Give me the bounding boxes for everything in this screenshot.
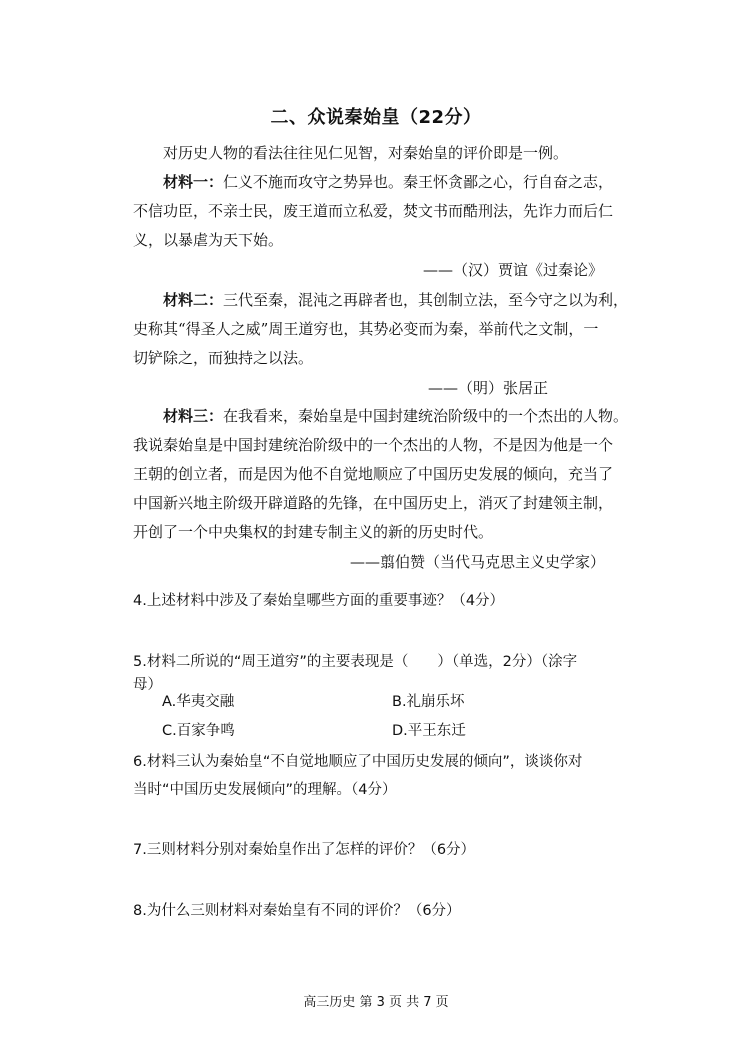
material3-line1: 材料三：在我看来，秦始皇是中国封建统治阶级中的一个杰出的人物。 bbox=[163, 407, 629, 425]
material1-source: ——（汉）贾谊《过秦论》 bbox=[423, 261, 604, 279]
material2-line2: 史称其“得圣人之威”周王道穷也，其势必变而为秦，举前代之文制，一 bbox=[133, 320, 599, 338]
option-b: B.礼崩乐坏 bbox=[392, 694, 465, 710]
question-6-line1: 6.材料三认为秦始皇“不自觉地顺应了中国历史发展的倾向”，谈谈你对 bbox=[133, 754, 583, 770]
option-c: C.百家争鸣 bbox=[162, 723, 235, 739]
material1-label: 材料一： bbox=[163, 173, 224, 191]
section-title: 二、众说秦始皇（22分） bbox=[270, 107, 482, 128]
question-5-line2: 母） bbox=[133, 677, 162, 693]
question-8: 8.为什么三则材料对秦始皇有不同的评价？（6分） bbox=[133, 903, 461, 919]
question-5-line1: 5.材料二所说的“周王道穷”的主要表现是（ ）（单选，2分）（涂字 bbox=[133, 654, 578, 670]
material3-line4: 中国新兴地主阶级开辟道路的先锋，在中国历史上，消灭了封建领主制， bbox=[133, 494, 614, 512]
question-7: 7.三则材料分别对秦始皇作出了怎样的评价？（6分） bbox=[133, 842, 476, 858]
material3-line5: 开创了一个中央集权的封建专制主义的新的历史时代。 bbox=[133, 523, 494, 541]
question-6-line2: 当时“中国历史发展倾向”的理解。（4分） bbox=[133, 782, 397, 798]
material3-label: 材料三： bbox=[163, 407, 224, 425]
material1-line3: 义，以暴虐为天下始。 bbox=[133, 231, 284, 249]
material1-line1: 材料一：仁义不施而攻守之势异也。秦王怀贪鄙之心，行自奋之志， bbox=[163, 173, 614, 191]
material3-source: ——翦伯赞（当代马克思主义史学家） bbox=[350, 553, 606, 571]
page-footer: 高三历史 第 3 页 共 7 页 bbox=[303, 995, 449, 1010]
intro-text: 对历史人物的看法往往见仁见智，对秦始皇的评价即是一例。 bbox=[163, 144, 569, 162]
material2-label: 材料二： bbox=[163, 291, 224, 309]
material1-line2: 不信功臣，不亲士民，废王道而立私爱，焚文书而酷刑法，先诈力而后仁 bbox=[133, 202, 614, 220]
material3-line2: 我说秦始皇是中国封建统治阶级中的一个杰出的人物，不是因为他是一个 bbox=[133, 436, 614, 454]
option-a: A.华夷交融 bbox=[162, 694, 235, 710]
material2-line1: 材料二：三代至秦，混沌之再辟者也，其创制立法，至今守之以为利， bbox=[163, 291, 629, 309]
material2-line3: 切铲除之，而独持之以法。 bbox=[133, 349, 314, 367]
option-d: D.平王东迁 bbox=[392, 723, 466, 739]
material3-line3: 王朝的创立者，而是因为他不自觉地顺应了中国历史发展的倾向，充当了 bbox=[133, 465, 614, 483]
material2-source: ——（明）张居正 bbox=[428, 379, 549, 397]
question-4: 4.上述材料中涉及了秦始皇哪些方面的重要事迹？（4分） bbox=[133, 593, 505, 609]
